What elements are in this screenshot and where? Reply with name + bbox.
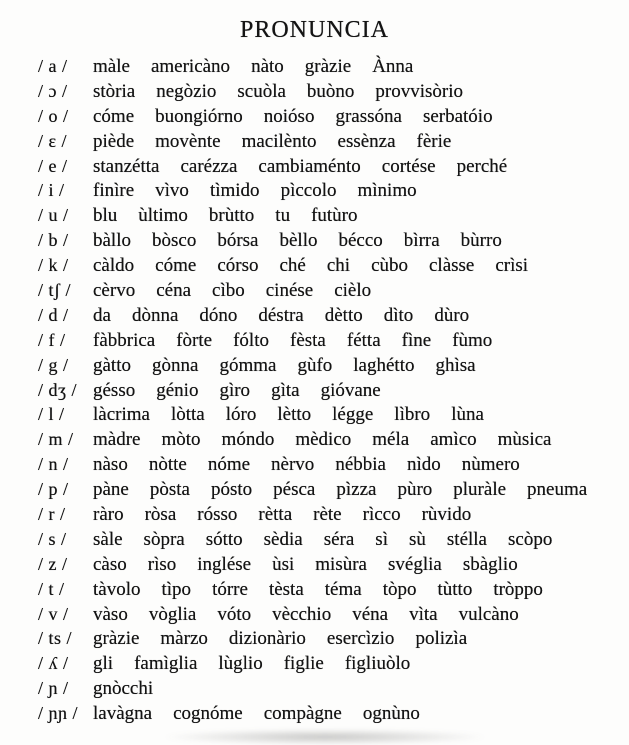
example-words <box>93 429 551 451</box>
example-word: cèrvo <box>93 280 136 302</box>
example-word: dìto <box>383 304 414 326</box>
example-word: gònna <box>152 354 199 376</box>
example-word: fòrte <box>176 329 213 351</box>
phoneme-symbol: / f / <box>38 329 66 350</box>
example-word: tu <box>275 205 291 227</box>
example-word: sù <box>408 528 426 550</box>
example-word: vècchio <box>272 603 332 625</box>
example-word: da <box>93 304 111 326</box>
phoneme-symbol: / g / <box>38 354 69 375</box>
example-word: nàto <box>251 56 284 77</box>
example-word: figlie <box>283 653 324 675</box>
example-word: méla <box>372 429 410 451</box>
example-words <box>93 305 469 327</box>
example-word: tìpo <box>161 578 192 600</box>
example-word: polizìa <box>415 628 468 650</box>
example-word: tòpo <box>382 578 417 600</box>
phoneme-symbol: / ɲ / <box>38 678 69 699</box>
example-word: càso <box>93 553 127 575</box>
example-words <box>93 156 507 178</box>
example-words <box>93 678 153 700</box>
example-word: bòsco <box>152 230 197 252</box>
example-word: lùglio <box>218 653 263 675</box>
example-word: ràro <box>93 504 124 526</box>
example-words <box>93 628 467 650</box>
example-word: gli <box>93 653 114 675</box>
pronunciation-row <box>38 355 629 380</box>
example-word: tèsta <box>268 578 304 600</box>
example-word: sàle <box>93 528 123 550</box>
example-word: fèsta <box>290 329 326 351</box>
example-word: cinése <box>265 280 314 302</box>
example-word: véna <box>352 603 389 625</box>
example-words <box>93 81 463 103</box>
pronunciation-row <box>38 280 629 305</box>
example-word: pìzza <box>336 479 377 501</box>
example-word: gàtto <box>93 354 131 376</box>
example-word: essènza <box>337 130 396 152</box>
example-word: ognùno <box>362 703 420 725</box>
example-word: rùvido <box>421 504 472 526</box>
example-word: tìmido <box>209 180 260 202</box>
phoneme-symbol: / a / <box>38 56 68 76</box>
example-word: blu <box>93 205 118 227</box>
pronunciation-row <box>38 180 629 205</box>
example-word: nùmero <box>461 454 520 476</box>
example-word: bécco <box>338 230 383 252</box>
phoneme-symbol: / tʃ / <box>38 280 71 301</box>
example-word: vìvo <box>155 180 189 202</box>
example-word: dizionàrio <box>228 628 306 650</box>
example-word: brùtto <box>208 205 255 227</box>
example-words <box>93 579 543 601</box>
example-word: dètto <box>324 304 363 326</box>
pronunciation-row <box>38 454 629 479</box>
example-words <box>93 454 520 476</box>
phoneme-symbol: / ɲɲ / <box>38 703 79 724</box>
example-word: sì <box>375 528 388 550</box>
example-word: compàgne <box>263 703 342 725</box>
example-word: mùsica <box>497 429 552 451</box>
example-words <box>93 380 381 402</box>
example-word: lùna <box>451 404 484 426</box>
example-word: vàso <box>93 603 128 625</box>
example-word: inglése <box>197 553 252 575</box>
example-word: buòno <box>306 80 355 102</box>
example-word: cìbo <box>212 280 245 302</box>
example-word: pneuma <box>527 479 588 501</box>
example-word: ùsi <box>272 553 295 575</box>
pronunciation-row <box>38 106 629 131</box>
example-word: mìnimo <box>357 180 417 202</box>
example-word: rìso <box>147 553 177 575</box>
example-word: gnòcchi <box>93 678 154 700</box>
example-word: fùmo <box>452 329 493 351</box>
example-word: móndo <box>221 429 275 451</box>
pronunciation-row <box>38 205 629 230</box>
phoneme-symbol: / z / <box>38 553 68 574</box>
example-word: stòria <box>93 80 136 102</box>
example-words <box>93 131 451 153</box>
pronunciation-row <box>38 131 629 156</box>
phoneme-symbol: / p / <box>38 479 69 500</box>
example-word: sòpra <box>143 528 185 550</box>
example-word: ùltimo <box>138 205 188 227</box>
scan-smudge <box>165 729 485 745</box>
example-word: amìco <box>430 429 477 451</box>
example-word: sótto <box>205 528 243 550</box>
example-word: fólto <box>233 329 269 351</box>
example-word: cièlo <box>334 280 372 302</box>
phoneme-symbol: / d / <box>38 304 69 325</box>
pronunciation-row <box>38 678 629 703</box>
example-word: téma <box>324 578 362 600</box>
example-words <box>93 355 476 377</box>
example-word: scuòla <box>237 80 286 102</box>
pronunciation-row <box>38 628 629 653</box>
example-word: provvisòrio <box>375 80 464 102</box>
example-words <box>93 554 518 576</box>
example-word: fèrie <box>416 130 452 152</box>
pronunciation-row <box>38 479 629 504</box>
example-word: lavàgna <box>93 703 153 725</box>
example-word: figliuòlo <box>344 653 411 675</box>
example-word: noióso <box>263 105 315 127</box>
phoneme-symbol: / r / <box>38 504 66 525</box>
pronunciation-row <box>38 529 629 554</box>
example-word: perché <box>456 155 508 177</box>
example-word: famìglia <box>134 653 198 675</box>
example-word: séra <box>323 528 355 550</box>
example-word: ché <box>279 255 306 277</box>
phoneme-symbol: / o / <box>38 105 69 126</box>
example-word: bìrra <box>403 230 440 252</box>
example-word: nìdo <box>406 454 441 476</box>
example-word: pósto <box>210 479 253 501</box>
example-word: bàllo <box>93 230 131 252</box>
example-word: vìta <box>409 603 438 625</box>
example-word: pésca <box>273 479 316 501</box>
example-word: stanzétta <box>93 155 160 177</box>
example-word: bùrro <box>460 230 502 252</box>
example-word: mòto <box>161 429 201 451</box>
phoneme-symbol: / u / <box>38 205 69 226</box>
example-word: córso <box>217 255 259 277</box>
pronunciation-row <box>38 554 629 579</box>
example-word: dóno <box>199 304 238 326</box>
example-word: svéglia <box>388 553 442 575</box>
example-word: vulcàno <box>458 603 519 625</box>
example-word: laghétto <box>353 354 415 376</box>
example-word: clàsse <box>429 255 475 277</box>
example-word: déstra <box>258 304 304 326</box>
example-word: fétta <box>346 329 381 351</box>
phoneme-symbol: / ʎ / <box>38 653 69 674</box>
phoneme-symbol: / m / <box>38 429 74 450</box>
phoneme-symbol: / i / <box>38 180 65 201</box>
example-word: nòtte <box>148 454 187 476</box>
example-word: dònna <box>131 304 179 326</box>
example-word: nóme <box>207 454 251 476</box>
example-word: fìne <box>401 329 432 351</box>
example-word: scòpo <box>508 528 553 550</box>
pronunciation-row <box>38 429 629 454</box>
example-words <box>93 604 519 626</box>
phoneme-symbol: / ts / <box>38 628 73 649</box>
example-word: negòzio <box>156 80 217 102</box>
pronunciation-row <box>38 56 629 81</box>
example-word: nàso <box>93 454 128 476</box>
example-word: màdre <box>93 429 141 451</box>
pronunciation-row <box>38 81 629 106</box>
example-word: céna <box>156 280 192 302</box>
example-word: rósso <box>197 504 238 526</box>
example-word: bórsa <box>217 230 259 252</box>
example-word: stélla <box>446 528 487 550</box>
example-word: cortése <box>381 155 436 177</box>
example-word: serbatóio <box>422 105 493 127</box>
example-word: gùfo <box>297 354 333 376</box>
example-word: movènte <box>155 130 221 152</box>
example-words <box>93 205 358 227</box>
example-words <box>93 280 371 302</box>
example-word: càldo <box>93 255 135 277</box>
example-word: cùbo <box>371 255 408 277</box>
phoneme-symbol: / k / <box>38 255 69 276</box>
example-word: ghìsa <box>435 354 476 376</box>
example-word: nèrvo <box>271 454 315 476</box>
example-word: crìsi <box>495 255 529 277</box>
example-word: piède <box>93 130 135 152</box>
example-word: buongiórno <box>155 105 243 127</box>
example-word: chi <box>326 255 351 277</box>
pronunciation-row <box>38 230 629 255</box>
example-word: esercìzio <box>326 628 395 650</box>
example-word: futùro <box>311 205 358 227</box>
example-words <box>93 56 413 78</box>
pronunciation-row <box>38 653 629 678</box>
example-word: gìro <box>219 379 251 401</box>
example-word: légge <box>332 404 374 426</box>
phoneme-symbol: / n / <box>38 454 69 475</box>
example-words <box>93 255 528 277</box>
example-word: americàno <box>150 56 231 77</box>
example-word: tàvolo <box>93 578 141 600</box>
example-word: dùro <box>434 304 470 326</box>
example-words <box>93 653 410 675</box>
example-word: sbàglio <box>462 553 518 575</box>
example-word: tròppo <box>493 578 543 600</box>
phoneme-symbol: / dʒ / <box>38 379 77 400</box>
example-word: pòsta <box>149 479 190 501</box>
pronunciation-row <box>38 504 629 529</box>
example-word: rète <box>313 504 342 526</box>
example-word: màrzo <box>160 628 208 650</box>
example-word: gràzie <box>93 628 140 650</box>
example-word: cambiaménto <box>258 155 361 177</box>
phoneme-symbol: / b / <box>38 230 69 251</box>
example-word: Ànna <box>372 56 414 77</box>
example-words <box>93 529 552 551</box>
example-words <box>93 703 420 725</box>
example-word: lètto <box>277 404 312 426</box>
example-word: pàne <box>93 479 129 501</box>
example-word: cóme <box>155 255 197 277</box>
phoneme-symbol: / ɛ / <box>38 130 68 151</box>
example-words <box>93 106 493 128</box>
example-word: tùtto <box>437 578 473 600</box>
example-word: grassóna <box>335 105 402 127</box>
example-word: pluràle <box>453 479 507 501</box>
example-word: misùra <box>315 553 367 575</box>
example-words <box>93 180 417 202</box>
pronunciation-table <box>38 56 629 728</box>
phoneme-symbol: / v / <box>38 603 69 624</box>
example-word: làcrima <box>93 404 150 426</box>
example-word: rìcco <box>362 504 401 526</box>
example-word: gésso <box>93 379 136 401</box>
example-word: pìccolo <box>280 180 337 202</box>
example-word: bèllo <box>279 230 318 252</box>
example-words <box>93 330 492 352</box>
example-word: pùro <box>397 479 433 501</box>
example-word: gióvane <box>320 379 381 401</box>
example-word: finìre <box>93 180 135 202</box>
pronunciation-row <box>38 330 629 355</box>
example-word: mèdico <box>295 429 352 451</box>
example-word: génio <box>156 379 199 401</box>
phoneme-symbol: / e / <box>38 155 68 176</box>
example-word: carézza <box>180 155 238 177</box>
phoneme-symbol: / l / <box>38 404 65 425</box>
page-title: PRONUNCIA <box>239 17 389 43</box>
example-words <box>93 230 502 252</box>
example-word: lóro <box>225 404 257 426</box>
example-word: vòglia <box>148 603 197 625</box>
example-word: ròsa <box>144 504 177 526</box>
pronunciation-row <box>38 305 629 330</box>
example-word: nébbia <box>335 454 386 476</box>
pronunciation-row <box>38 404 629 429</box>
example-word: gràzie <box>304 56 352 77</box>
example-word: gómma <box>219 354 277 376</box>
example-word: màle <box>93 56 130 77</box>
example-word: cognóme <box>173 703 243 725</box>
example-word: gìta <box>271 379 300 401</box>
example-word: rètta <box>258 504 293 526</box>
phoneme-symbol: / s / <box>38 528 67 549</box>
example-word: sèdia <box>263 528 303 550</box>
example-word: cóme <box>93 105 135 127</box>
pronunciation-row <box>38 579 629 604</box>
pronunciation-row <box>38 255 629 280</box>
pronunciation-row <box>38 604 629 629</box>
pronunciation-row <box>38 380 629 405</box>
example-words <box>93 504 471 526</box>
pronunciation-row <box>38 156 629 181</box>
example-words <box>93 404 484 426</box>
pronunciation-row <box>38 703 629 728</box>
example-word: lìbro <box>394 404 431 426</box>
example-word: tórre <box>212 578 248 600</box>
example-word: macilènto <box>241 130 317 152</box>
example-word: vóto <box>217 603 252 625</box>
example-word: fàbbrica <box>93 329 156 351</box>
phoneme-symbol: / ɔ / <box>38 80 68 101</box>
phoneme-symbol: / t / <box>38 578 65 599</box>
example-word: lòtta <box>170 404 205 426</box>
example-words <box>93 479 587 501</box>
